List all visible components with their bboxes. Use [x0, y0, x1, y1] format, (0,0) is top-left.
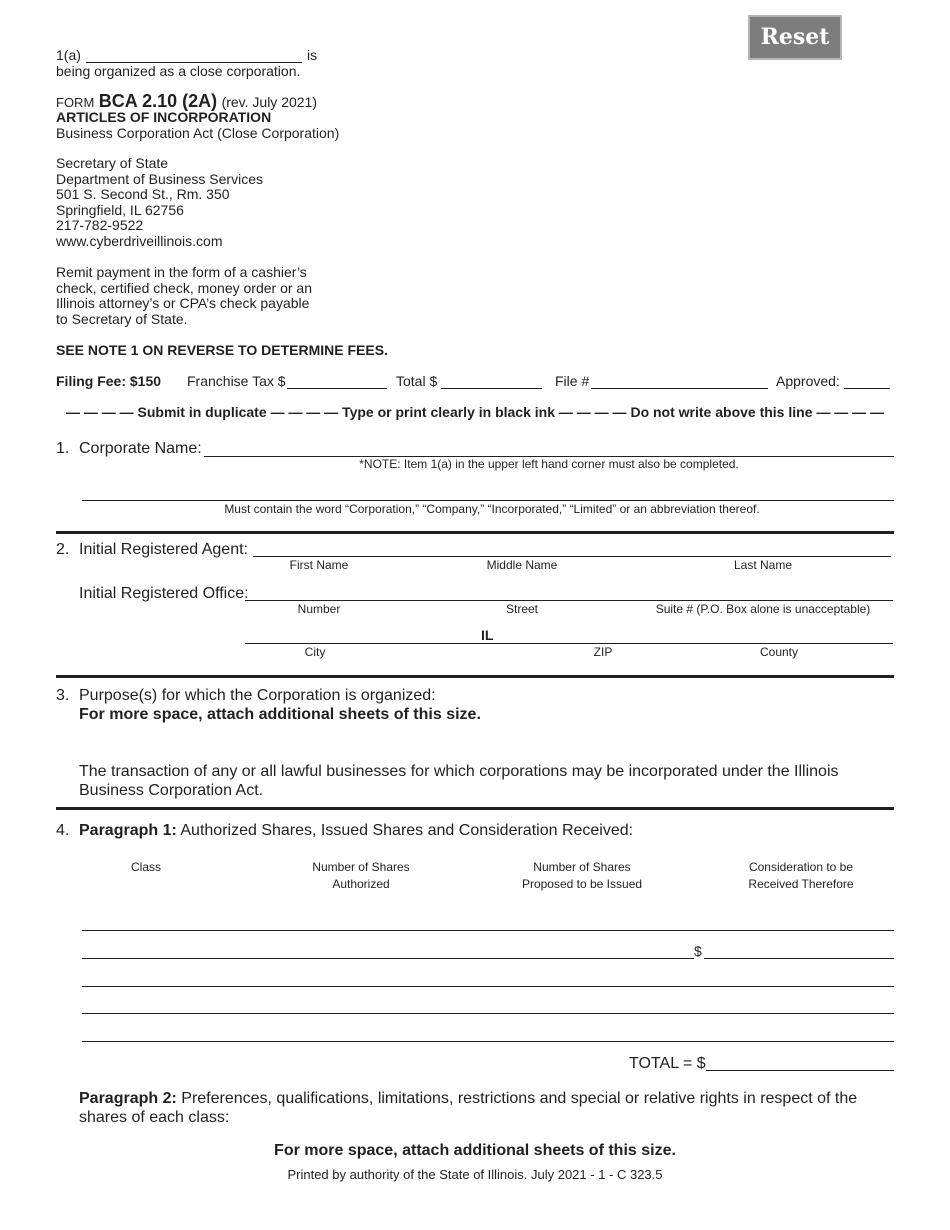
total-label: Total $ — [396, 373, 438, 389]
last-name-label: Last Name — [733, 558, 793, 572]
total-consideration-field[interactable] — [706, 1070, 894, 1071]
do-not-write-text: Do not write above this line — [630, 404, 813, 420]
column-header-line: Authorized — [332, 877, 390, 891]
column-header-line: Number of Shares — [312, 860, 410, 874]
form-title: ARTICLES OF INCORPORATION — [56, 109, 272, 125]
zip-label: ZIP — [593, 645, 613, 659]
item-1a-suffix: is — [307, 47, 318, 63]
address-line: 217-782-9522 — [56, 217, 144, 233]
file-number-field[interactable] — [591, 388, 768, 389]
purpose-more-space: For more space, attach additional sheets of this size. — [79, 706, 481, 723]
instructions-line — [0, 404, 950, 420]
shares-row-field[interactable] — [82, 1041, 894, 1042]
shares-row-field[interactable] — [82, 930, 894, 931]
state-il: IL — [481, 627, 494, 643]
section-divider — [56, 675, 894, 678]
dash-separator: — — — — — [270, 404, 339, 420]
type-print-text: Type or print clearly in black ink — [342, 404, 555, 420]
shares-row-field[interactable] — [82, 958, 694, 959]
form-rev: (rev. July 2021) — [221, 94, 318, 110]
paragraph-1-label: Paragraph 1: — [79, 822, 177, 839]
form-prefix: FORM — [56, 95, 95, 110]
registered-office-city-field[interactable] — [245, 643, 893, 644]
column-header-line: Received Therefore — [748, 877, 854, 891]
section-3-number: 3. — [56, 687, 70, 704]
paragraph-2-label: Paragraph 2: — [79, 1090, 177, 1107]
form-subtitle: Business Corporation Act (Close Corporation) — [56, 125, 340, 141]
dollar-sign: $ — [694, 943, 702, 959]
remit-line: check, certified check, money order or an — [56, 279, 313, 296]
filing-fee: Filing Fee: $150 — [56, 373, 162, 389]
file-number-label: File # — [555, 373, 590, 389]
section-4-number: 4. — [56, 822, 70, 839]
franchise-tax-field[interactable] — [287, 388, 387, 389]
paragraph-2 — [79, 1089, 897, 1127]
column-header-line: Consideration to be — [748, 860, 854, 874]
column-header-line: Class — [130, 860, 161, 874]
column-header-issued — [497, 859, 667, 893]
number-label: Number — [297, 602, 341, 616]
first-name-label: First Name — [289, 558, 349, 572]
dash-separator: — — — — — [65, 404, 134, 420]
section-2-number: 2. — [56, 541, 70, 558]
form-number: BCA 2.10 (2A) — [98, 91, 218, 111]
remit-line: Illinois attorney’s or CPA’s check payable — [56, 295, 310, 311]
submit-duplicate-text: Submit in duplicate — [137, 404, 267, 420]
corporate-name-label: Corporate Name: — [79, 440, 202, 457]
registered-office-street-field[interactable] — [245, 600, 893, 601]
column-header-line: Proposed to be Issued — [521, 877, 643, 891]
registered-office-label: Initial Registered Office: — [79, 585, 249, 602]
dash-separator: — — — — — [558, 404, 627, 420]
suite-label: Suite # (P.O. Box alone is unacceptable) — [655, 602, 871, 616]
column-header-class — [86, 859, 206, 876]
address-line: Secretary of State — [56, 155, 169, 171]
reset-button[interactable]: Reset — [748, 15, 842, 60]
registered-agent-label: Initial Registered Agent: — [79, 541, 248, 558]
approved-field[interactable] — [844, 388, 890, 389]
address-line: 501 S. Second St., Rm. 350 — [56, 186, 230, 202]
purpose-transaction-text: The transaction of any or all lawful businesses for which corporations may be incorporated under the Illinois Business Corporation Act. — [79, 763, 839, 799]
corporate-name-field-2[interactable] — [82, 500, 894, 501]
section-1-number: 1. — [56, 440, 70, 457]
remit-line: Remit payment in the form of a cashier’s — [56, 264, 307, 280]
registered-agent-field[interactable] — [253, 556, 891, 557]
item-1a-prefix: 1(a) — [56, 47, 81, 63]
total-consideration-label: TOTAL = $ — [629, 1055, 706, 1072]
paragraph-1-heading — [79, 822, 633, 840]
middle-name-label: Middle Name — [486, 558, 558, 572]
paragraph-2-more-space: For more space, attach additional sheets of this size. — [274, 1142, 676, 1159]
corporate-name-note: *NOTE: Item 1(a) in the upper left hand corner must also be completed. — [359, 457, 739, 471]
approved-label: Approved: — [776, 373, 840, 389]
county-label: County — [759, 645, 799, 659]
paragraph-2-text: Preferences, qualifications, limitations, restrictions and special or relative rights in respect of the shares of each class: — [79, 1090, 858, 1126]
remit-line: to Secretary of State. — [56, 310, 188, 327]
address-line: Department of Business Services — [56, 170, 263, 187]
shares-row-field[interactable] — [82, 1013, 894, 1014]
footer-text: Printed by authority of the State of Illinois. July 2021 - 1 - C 323.5 — [287, 1167, 663, 1182]
paragraph-1-text: Authorized Shares, Issued Shares and Consideration Received: — [180, 822, 634, 839]
column-header-consideration — [720, 859, 882, 893]
consideration-field[interactable] — [704, 958, 894, 959]
franchise-tax-label: Franchise Tax $ — [187, 373, 286, 389]
purpose-label: Purpose(s) for which the Corporation is organized: — [79, 687, 436, 704]
city-label: City — [304, 645, 326, 659]
item-1a-line2: being organized as a close corporation. — [56, 63, 301, 79]
must-contain-note: Must contain the word “Corporation,” “Company,” “Incorporated,” “Limited” or an abbreviation thereof. — [224, 502, 760, 516]
address-line: www.cyberdriveillinois.com — [56, 232, 223, 249]
total-field[interactable] — [441, 388, 542, 389]
column-header-line: Number of Shares — [533, 860, 631, 874]
street-label: Street — [505, 602, 538, 616]
section-divider — [56, 531, 894, 534]
dash-separator: — — — — — [816, 404, 885, 420]
remit-block — [56, 265, 312, 327]
see-note: SEE NOTE 1 ON REVERSE TO DETERMINE FEES. — [56, 342, 388, 358]
shares-row-field[interactable] — [82, 986, 894, 987]
address-line: Springfield, IL 62756 — [56, 201, 184, 218]
section-divider — [56, 807, 894, 810]
column-header-authorized — [281, 859, 441, 893]
address-block — [56, 156, 263, 249]
